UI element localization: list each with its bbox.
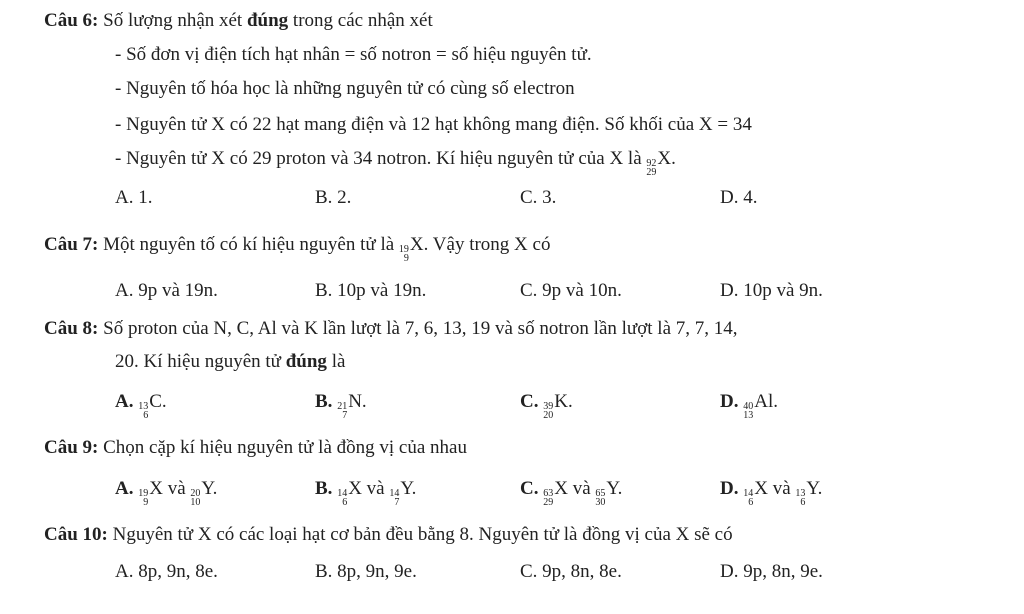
option-a[interactable]: A. 1. (115, 187, 153, 208)
sym: N. (348, 391, 367, 412)
option-a[interactable]: A. 8p, 9n, 8e. (115, 561, 218, 582)
and-word: và (772, 478, 791, 499)
z: 6 (143, 410, 149, 421)
z: 6 (342, 497, 348, 508)
isotope (646, 148, 675, 177)
mass: 14 (389, 488, 400, 499)
q6-bullet: - Nguyên tố hóa học là những nguyên tử có cùng số electron (115, 78, 575, 99)
and-word: và (366, 478, 385, 499)
q-text: 20. Kí hiệu nguyên tử (115, 351, 281, 372)
q8-stem-2 (115, 351, 345, 373)
option-c[interactable] (520, 478, 622, 507)
sym: X (554, 478, 568, 499)
z: 7 (394, 497, 400, 508)
mass: 21 (337, 401, 348, 412)
mass: 63 (543, 488, 554, 499)
q-bold: đúng (246, 10, 289, 31)
option-letter: B. (315, 391, 333, 412)
q6-bullet: - Nguyên tử X có 22 hạt mang điện và 12 hạt không mang điện. Số khối của X = 34 (115, 114, 752, 135)
option-letter: C. (520, 391, 539, 412)
option-b[interactable] (315, 478, 416, 507)
z: 29 (543, 497, 554, 508)
sym: Y. (201, 478, 218, 499)
z: 20 (543, 410, 554, 421)
isotope (743, 391, 778, 420)
z: 13 (743, 410, 754, 421)
sym: X (149, 478, 163, 499)
q-text: Một nguyên tố có kí hiệu nguyên tử là (103, 234, 395, 255)
option-c[interactable]: C. 9p và 10n. (520, 280, 622, 301)
option-b[interactable]: B. 10p và 19n. (315, 280, 427, 301)
isotope (595, 478, 622, 507)
isotope (337, 391, 366, 420)
option-b[interactable] (315, 391, 367, 420)
q-text: Chọn cặp kí hiệu nguyên tử là đồng vị của nhau (103, 437, 467, 458)
option-letter: D. (720, 391, 739, 412)
q-text: trong các nhận xét (292, 10, 433, 31)
z: 30 (595, 497, 606, 508)
q-label: Câu 9: (44, 437, 99, 458)
z: 7 (342, 410, 348, 421)
sym: Y. (806, 478, 823, 499)
option-a[interactable]: A. 9p và 19n. (115, 280, 218, 301)
mass: 19 (398, 244, 409, 255)
isotope (138, 478, 163, 507)
bullet-text: - Nguyên tử X có 29 proton và 34 notron. Kí hiệu nguyên tử của X là (115, 148, 642, 169)
q6-bullet (115, 148, 676, 177)
sym: X (754, 478, 768, 499)
q-text: là (331, 351, 346, 372)
option-letter: B. (315, 478, 333, 499)
q10-stem (44, 524, 733, 546)
option-c[interactable]: C. 9p, 8n, 8e. (520, 561, 622, 582)
isotope (743, 478, 768, 507)
q7-stem (44, 234, 550, 263)
sym: C. (149, 391, 167, 412)
option-a[interactable] (115, 478, 217, 507)
option-letter: C. (520, 478, 539, 499)
option-d[interactable] (720, 391, 778, 420)
mass: 13 (138, 401, 149, 412)
option-c[interactable] (520, 391, 573, 420)
q9-stem (44, 437, 467, 459)
option-letter: D. (720, 478, 739, 499)
q-text: Nguyên tử X có các loại hạt cơ bản đều bằng 8. Nguyên tử là đồng vị của X sẽ có (112, 524, 733, 545)
sym: Al. (754, 391, 778, 412)
sym: X (409, 234, 424, 255)
mass: 39 (543, 401, 554, 412)
isotope (543, 478, 568, 507)
isotope (138, 391, 166, 420)
isotope (795, 478, 822, 507)
and-word: và (572, 478, 591, 499)
z: 9 (143, 497, 149, 508)
option-b[interactable]: B. 8p, 9n, 9e. (315, 561, 417, 582)
option-a[interactable] (115, 391, 167, 420)
q-label: Câu 7: (44, 234, 99, 255)
option-d[interactable]: D. 10p và 9n. (720, 280, 823, 301)
option-d[interactable]: D. 4. (720, 187, 758, 208)
z: 29 (646, 167, 657, 178)
sym: Y. (606, 478, 623, 499)
z: 6 (748, 497, 754, 508)
option-d[interactable]: D. 9p, 8n, 9e. (720, 561, 823, 582)
q8-stem (44, 318, 738, 340)
z: 10 (190, 497, 201, 508)
sym: X. (657, 148, 676, 169)
isotope (389, 478, 416, 507)
mass: 13 (795, 488, 806, 499)
q-label: Câu 8: (44, 318, 99, 339)
option-b[interactable]: B. 2. (315, 187, 352, 208)
sym: K. (554, 391, 573, 412)
option-d[interactable] (720, 478, 822, 507)
z: 9 (403, 253, 409, 264)
mass: 19 (138, 488, 149, 499)
mass: 20 (190, 488, 201, 499)
q-label: Câu 6: (44, 10, 99, 31)
sym: X (348, 478, 362, 499)
isotope (399, 234, 424, 263)
mass: 65 (595, 488, 606, 499)
option-letter: A. (115, 478, 134, 499)
mass: 40 (743, 401, 754, 412)
isotope (337, 478, 362, 507)
mass: 14 (337, 488, 348, 499)
q-label: Câu 10: (44, 524, 108, 545)
q6-bullet: - Số đơn vị điện tích hạt nhân = số notron = số hiệu nguyên tử. (115, 44, 592, 65)
option-c[interactable]: C. 3. (520, 187, 557, 208)
z: 6 (800, 497, 806, 508)
mass: 92 (646, 158, 657, 169)
q6-stem (44, 10, 433, 32)
q-text: Số proton của N, C, Al và K lần lượt là 7, 6, 13, 19 và số notron lần lượt là 7, 7, 14, (103, 318, 738, 339)
and-word: và (167, 478, 186, 499)
option-letter: A. (115, 391, 134, 412)
sym: Y. (400, 478, 417, 499)
q-text: Số lượng nhận xét (103, 10, 243, 31)
q-bold: đúng (285, 351, 327, 372)
q-text: . Vậy trong X có (423, 234, 551, 255)
isotope (190, 478, 217, 507)
isotope (543, 391, 572, 420)
mass: 14 (743, 488, 754, 499)
